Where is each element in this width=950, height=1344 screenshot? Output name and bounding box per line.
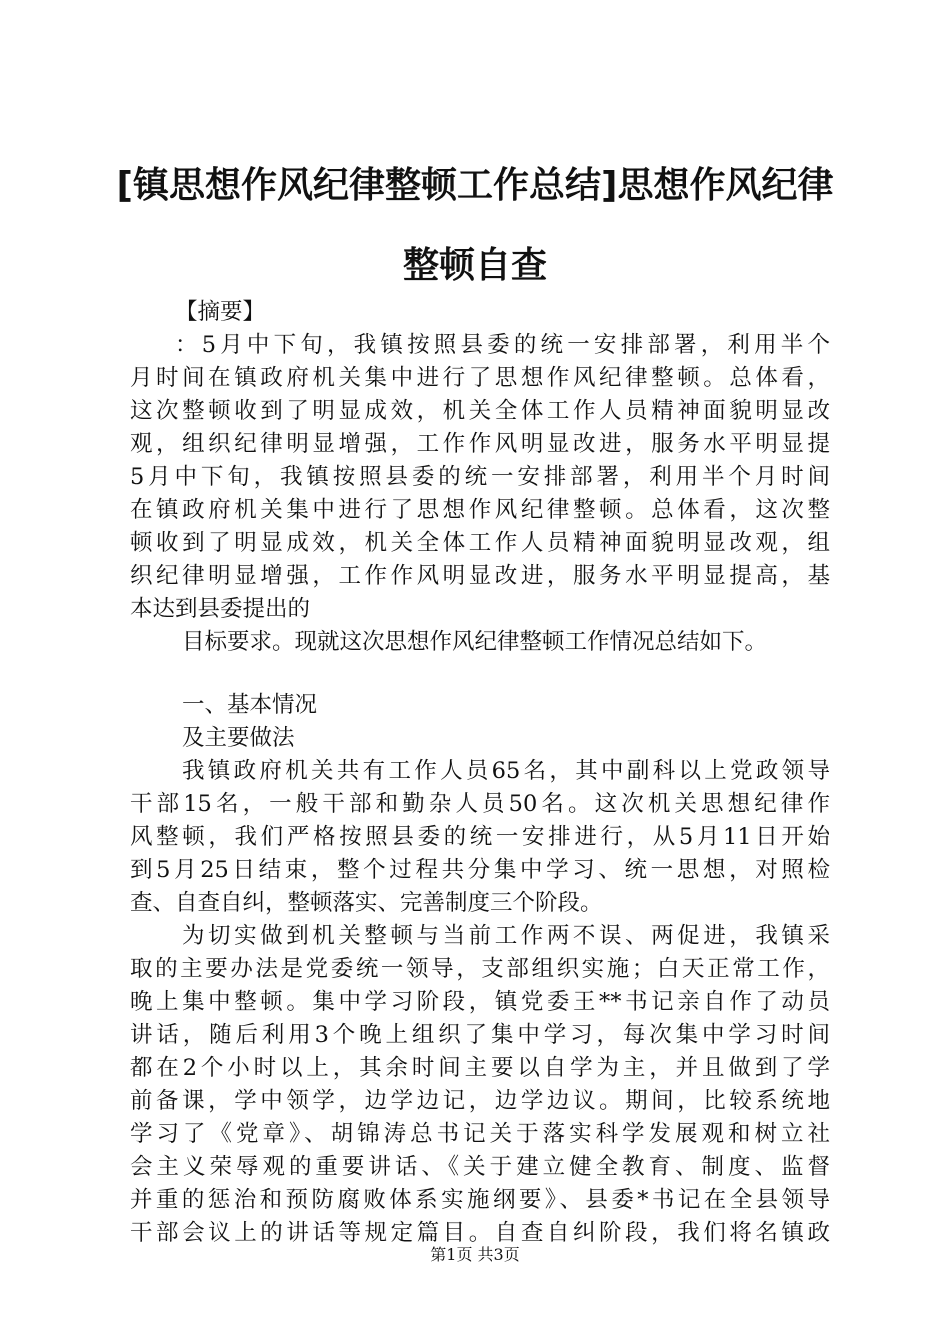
paragraph-line: 这次整顿收到了明显成效，机关全体工作人员精神面貌明显改 (130, 398, 830, 424)
paragraph-line: 取的主要办法是党委统一领导，支部组织实施；白天正常工作， (130, 956, 830, 982)
paragraph-line: 干部15名，一般干部和勤杂人员50名。这次机关思想纪律作 (130, 791, 830, 817)
paragraph-line: 前备课，学中领学，边学边记，边学边议。期间，比较系统地 (130, 1088, 830, 1114)
paragraph-line: 我镇政府机关共有工作人员65名，其中副科以上党政领导 (182, 758, 830, 784)
paragraph-line: 为切实做到机关整顿与当前工作两不误、两促进，我镇采 (182, 923, 830, 949)
paragraph-line: 查、自查自纠，整顿落实、完善制度三个阶段。 (130, 890, 603, 916)
abstract-heading: 【摘要】 (175, 299, 266, 325)
paragraph-line: ：5月中下旬，我镇按照县委的统一安排部署，利用半个 (175, 332, 830, 358)
blank-line (130, 659, 830, 689)
paragraph-line: 到5月25日结束，整个过程共分集中学习、统一思想，对照检 (130, 857, 830, 883)
paragraph-line: 5月中下旬，我镇按照县委的统一安排部署，利用半个月时间 (130, 464, 830, 490)
document-title-line-2: 整顿自查 (402, 245, 547, 286)
paragraph-line: 并重的惩治和预防腐败体系实施纲要》、县委*书记在全县领导 (130, 1187, 830, 1213)
paragraph-line: 干部会议上的讲话等规定篇目。自查自纠阶段，我们将名镇政 (130, 1220, 830, 1246)
section-heading: 一、基本情况 (182, 692, 318, 718)
paragraph-line: 本达到县委提出的 (130, 596, 311, 622)
paragraph-line: 会主义荣辱观的重要讲话、《关于建立健全教育、制度、监督 (130, 1154, 830, 1180)
paragraph-line: 在镇政府机关集中进行了思想作风纪律整顿。总体看，这次整 (130, 497, 830, 523)
paragraph-line: 都在2个小时以上，其余时间主要以自学为主，并且做到了学 (130, 1055, 830, 1081)
paragraph-line: 讲话，随后利用3个晚上组织了集中学习，每次集中学习时间 (130, 1022, 830, 1048)
paragraph-line: 风整顿，我们严格按照县委的统一安排进行，从5月11日开始 (130, 824, 830, 850)
document-body (130, 296, 830, 1250)
paragraph-line: 目标要求。现就这次思想作风纪律整顿工作情况总结如下。 (182, 629, 768, 655)
paragraph-line: 晚上集中整顿。集中学习阶段，镇党委王**书记亲自作了动员 (130, 989, 830, 1015)
paragraph-line: 顿收到了明显成效，机关全体工作人员精神面貌明显改观，组 (130, 530, 830, 556)
document-title-line-1: [镇思想作风纪律整顿工作总结]思想作风纪律 (116, 165, 834, 206)
paragraph-line: 学习了《党章》、胡锦涛总书记关于落实科学发展观和树立社 (130, 1121, 830, 1147)
paragraph-line: 观，组织纪律明显增强，工作作风明显改进，服务水平明显提 (130, 431, 830, 457)
section-heading: 及主要做法 (182, 725, 295, 751)
paragraph-line: 月时间在镇政府机关集中进行了思想作风纪律整顿。总体看， (130, 365, 830, 391)
paragraph-line: 织纪律明显增强，工作作风明显改进，服务水平明显提高，基 (130, 563, 830, 589)
page-footer: 第1页 共3页 (430, 1245, 520, 1264)
